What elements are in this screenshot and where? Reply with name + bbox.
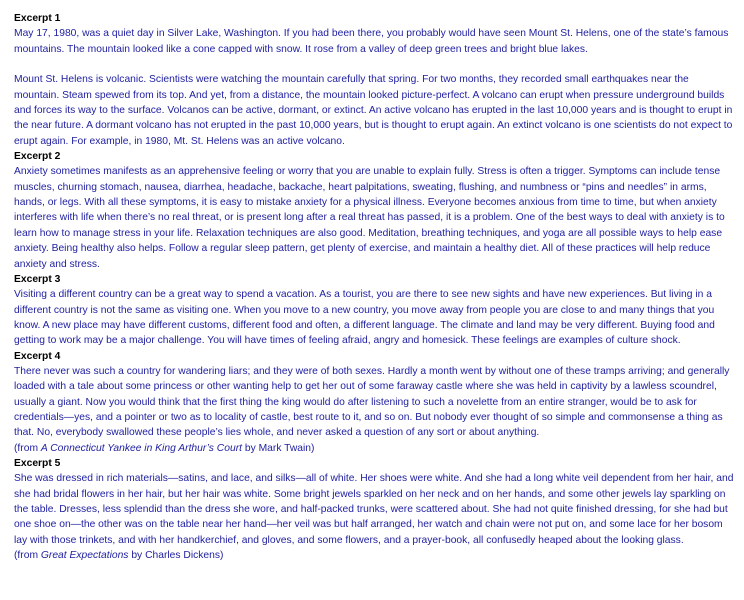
source-prefix: (from [14,550,41,562]
paragraph-gap [14,57,734,72]
excerpt-4 [14,349,734,456]
excerpt-source [14,548,734,563]
excerpt-title: Excerpt 3 [14,273,61,285]
source-work-title: A Connecticut Yankee in King Arthur’s Court [40,442,242,454]
source-work-title: Great Expectations [40,550,129,562]
source-author: by Charles Dickens) [128,550,224,562]
excerpt-1 [14,11,734,149]
excerpt-paragraph: She was dressed in rich materials—satins, and lace, and silks—all of white. Her shoes were white. And she had a long white veil dependent from her hair, and she had bridal flowers in her hair, but her hair was white. Some bright jewels sparkled on her neck and on her hands, and some other jewels lay sparkling on the table. Dresses, less splendid than the dress she wore, and half-packed trunks, were scattered about. She had not quite finished dressing, for she had but one shoe on—the other was on the table near her hand—her veil was but half arranged, her watch and chain were not put on, and some lace for her bosom lay with those trinkets, and with her handkerchief, and gloves, and some flowers, and a prayer-book, all confusedly heaped about the looking glass. [14,473,734,546]
excerpt-title: Excerpt 1 [14,13,61,24]
document [14,11,734,563]
source-prefix: (from [14,442,41,454]
excerpt-source [14,441,734,456]
excerpt-paragraph: Anxiety sometimes manifests as an apprehensive feeling or worry that you are unable to explain fully. Stress is often a trigger. Symptoms can include tense muscles, churning stomach, nausea, diarrhea, headache, backache, heart palpitations, sweating, flushing, and numbness or “pins and needles” in arms, hands, or legs. With all these symptoms, it is easy to mistake anxiety for a physical illness. Everyone becomes anxious from time to time, but when anxiety interferes with life when there’s no real threat, or is present long after a real threat has passed, it is a problem. One of the best ways to deal with anxiety is to learn how to manage stress in your life. Relaxation techniques are also good. Meditation, breathing techniques, and yoga are all possible ways to help ease anxiety. Being healthy also helps. Follow a regular sleep pattern, get plenty of exercise, and maintain a healthy diet. All of these practices will help reduce anxiety and stress. [14,166,725,270]
excerpt-paragraph: There never was such a country for wandering liars; and they were of both sexes. Hardly a month went by without one of these tramps arriving; and generally loaded with a tale about some princess or other wanting help to get her out of some faraway castle where she was held in captivity by a lawless scoundrel, usually a giant. Now you would think that the first thing the king would do after listening to such a novelette from an entire stranger, would be to ask for credentials—yes, and a pointer or two as to locality of castle, best route to it, and so on. But nobody ever thought of so simple and commonsense a thing as that. No, everybody swallowed these people’s lies whole, and never asked a question of any sort or about anything. [14,365,730,439]
excerpt-5 [14,456,734,563]
excerpt-title: Excerpt 2 [14,151,61,163]
excerpt-title: Excerpt 4 [14,350,61,362]
excerpt-paragraph: May 17, 1980, was a quiet day in Silver Lake, Washington. If you had been there, you probably would have seen Mount St. Helens, one of the state’s famous mountains. The mountain looked like a cone capped with snow. It rose from a valley of deep green trees and bright blue lakes. [14,28,729,55]
excerpt-3 [14,272,734,349]
excerpt-paragraph: Mount St. Helens is volcanic. Scientists were watching the mountain carefully that spring. For two months, they recorded small earthquakes near the mountain. Steam spewed from its top. And yet, from a distance, the mountain looked picture-perfect. A volcano can erupt when pressure underground builds and forces its way to the surface. Volcanos can be active, dormant, or extinct. An active volcano has erupted in the last 10,000 years and is thought to erupt in the near future. A dormant volcano has not erupted in the past 10,000 years, but is thought to erupt again. An extinct volcano is one scientists do not expect to erupt again. For example, in 1980, Mt. St. Helens was an active volcano. [14,74,733,147]
excerpt-2 [14,149,734,272]
excerpt-paragraph: Visiting a different country can be a great way to spend a vacation. As a tourist, you are there to see new sights and have new experiences. But living in a different country is not the same as visiting one. When you move to a new country, you move away from people you are close to and many things that you know. A new place may have different customs, different food and often, a different language. The climate and land may be very different. Buying food and getting to work may be a major challenge. You will have times of feeling afraid, angry and homesick. These feelings are examples of culture shock. [14,289,715,347]
source-author: by Mark Twain) [241,442,315,454]
excerpt-title: Excerpt 5 [14,457,61,469]
